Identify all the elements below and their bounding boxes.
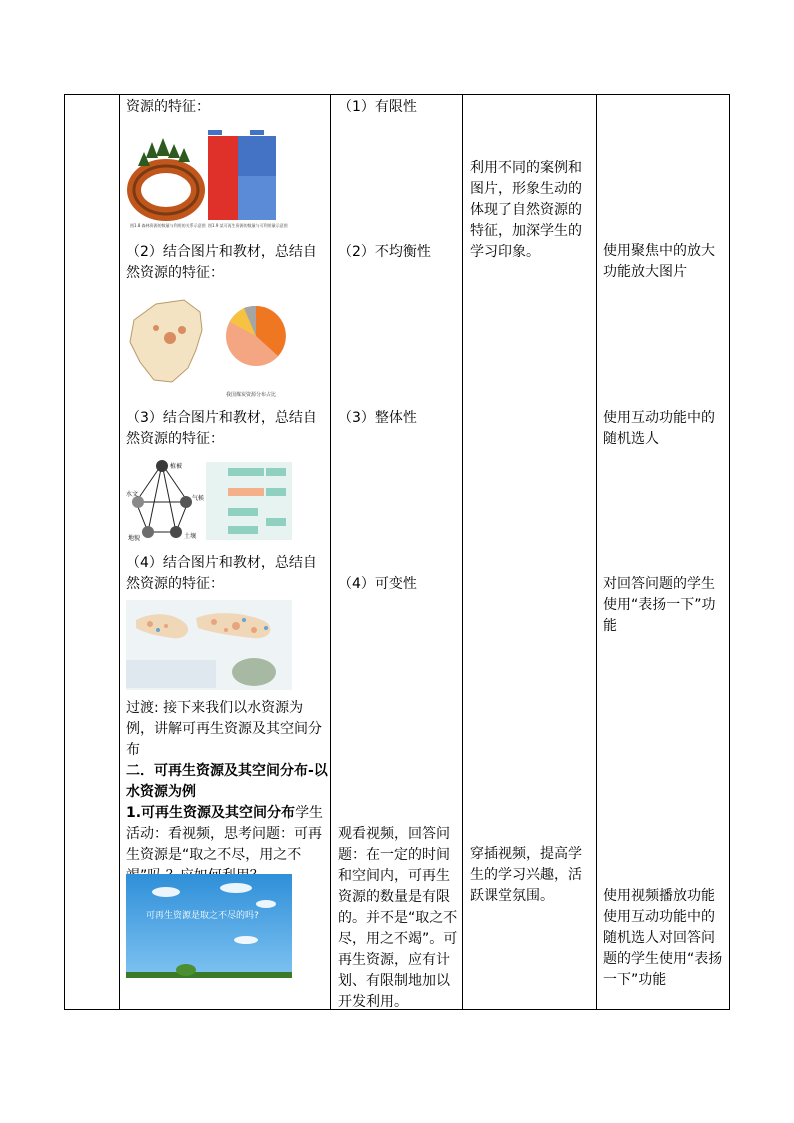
coal-distribution-figure: [126, 290, 326, 402]
figure-caption: 我国煤炭资源分布占比: [226, 392, 277, 398]
answer-text: （1）有限性: [338, 99, 417, 115]
video-title: 可再生资源是取之不尽的吗?: [146, 911, 259, 921]
content-text: （3）结合图片和教材，总结自然资源的特征：: [126, 410, 317, 447]
student-answer-5: [338, 824, 462, 1013]
section-heading: 二．可再生资源及其空间分布-以水资源为例: [126, 763, 328, 800]
answer-text: （3）整体性: [338, 410, 417, 426]
column-divider: [119, 95, 120, 1009]
student-answer-1: [338, 97, 466, 118]
content-text: （4）结合图片和教材，总结自然资源的特征：: [126, 555, 317, 592]
content-cell-5: [126, 698, 328, 887]
tech-text: 使用视频播放功能使用互动功能中的随机选人对回答问题的学生使用“表扬一下”功能: [603, 888, 723, 988]
world-map-figure: [126, 600, 292, 690]
content-cell-3: [126, 408, 328, 450]
content-cell-1: [126, 97, 326, 118]
design-intent-1: [470, 158, 594, 263]
column-divider: [596, 95, 597, 1009]
transition-text: 过渡: 接下来我们以水资源为例，讲解可再生资源及其空间分布: [126, 700, 322, 758]
tech-use-2: [603, 408, 725, 450]
geographic-elements-figure: [126, 458, 296, 542]
content-cell-2: [126, 242, 328, 284]
design-intent-2: [470, 844, 594, 907]
tech-text: 使用互动功能中的随机选人: [603, 410, 715, 447]
intent-text: 穿插视频，提高学生的学习兴趣，活跃课堂氛围。: [470, 846, 582, 904]
svg-text:植被: 植被: [170, 463, 183, 470]
content-text: （2）结合图片和教材，总结自然资源的特征：: [126, 244, 317, 281]
content-cell-4: [126, 553, 328, 595]
tech-text: 使用聚焦中的放大功能放大图片: [603, 243, 715, 280]
answer-text: （4）可变性: [338, 576, 417, 592]
video-thumbnail[interactable]: [126, 874, 292, 978]
content-text: 资源的特征：: [126, 99, 210, 115]
tech-use-1: [603, 241, 725, 283]
intent-text: 利用不同的案例和图片，形象生动的体现了自然资源的特征，加深学生的学习印象。: [470, 160, 582, 260]
student-answer-4: [338, 574, 466, 595]
column-divider: [330, 95, 331, 1009]
column-divider: [462, 95, 463, 1009]
student-answer-3: [338, 408, 466, 429]
svg-text:土壤: 土壤: [184, 533, 197, 540]
answer-text: 观看视频，回答问题：在一定的时间和空间内，可再生资源的数量是有限的。并不是“取之不尽，用之不竭”。可再生资源，应有计划、有限制地加以开发利用。: [338, 826, 458, 1010]
svg-text:水文: 水文: [126, 491, 139, 498]
tech-use-4: [603, 886, 725, 991]
svg-text:地貌: 地貌: [128, 535, 141, 542]
student-answer-2: [338, 242, 466, 263]
svg-text:气候: 气候: [192, 495, 205, 502]
forest-resource-figure: [126, 128, 326, 231]
tech-use-3: [603, 574, 725, 637]
tech-text: 对回答问题的学生使用“表扬一下”功能: [603, 576, 716, 634]
figure-legend-right: 图1.9 某可再生资源的数量与可利用量示意图: [208, 223, 288, 228]
activity-title: 1.可再生资源及其空间分布: [126, 805, 296, 821]
answer-text: （2）不均衡性: [338, 244, 431, 260]
activity-body: 学生活动：看视频，思考问题：可再生资源是“取之不尽，用之不: [126, 805, 324, 863]
figure-legend-left: 图1.8 森林资源的数量与利用的关系示意图: [130, 223, 206, 228]
